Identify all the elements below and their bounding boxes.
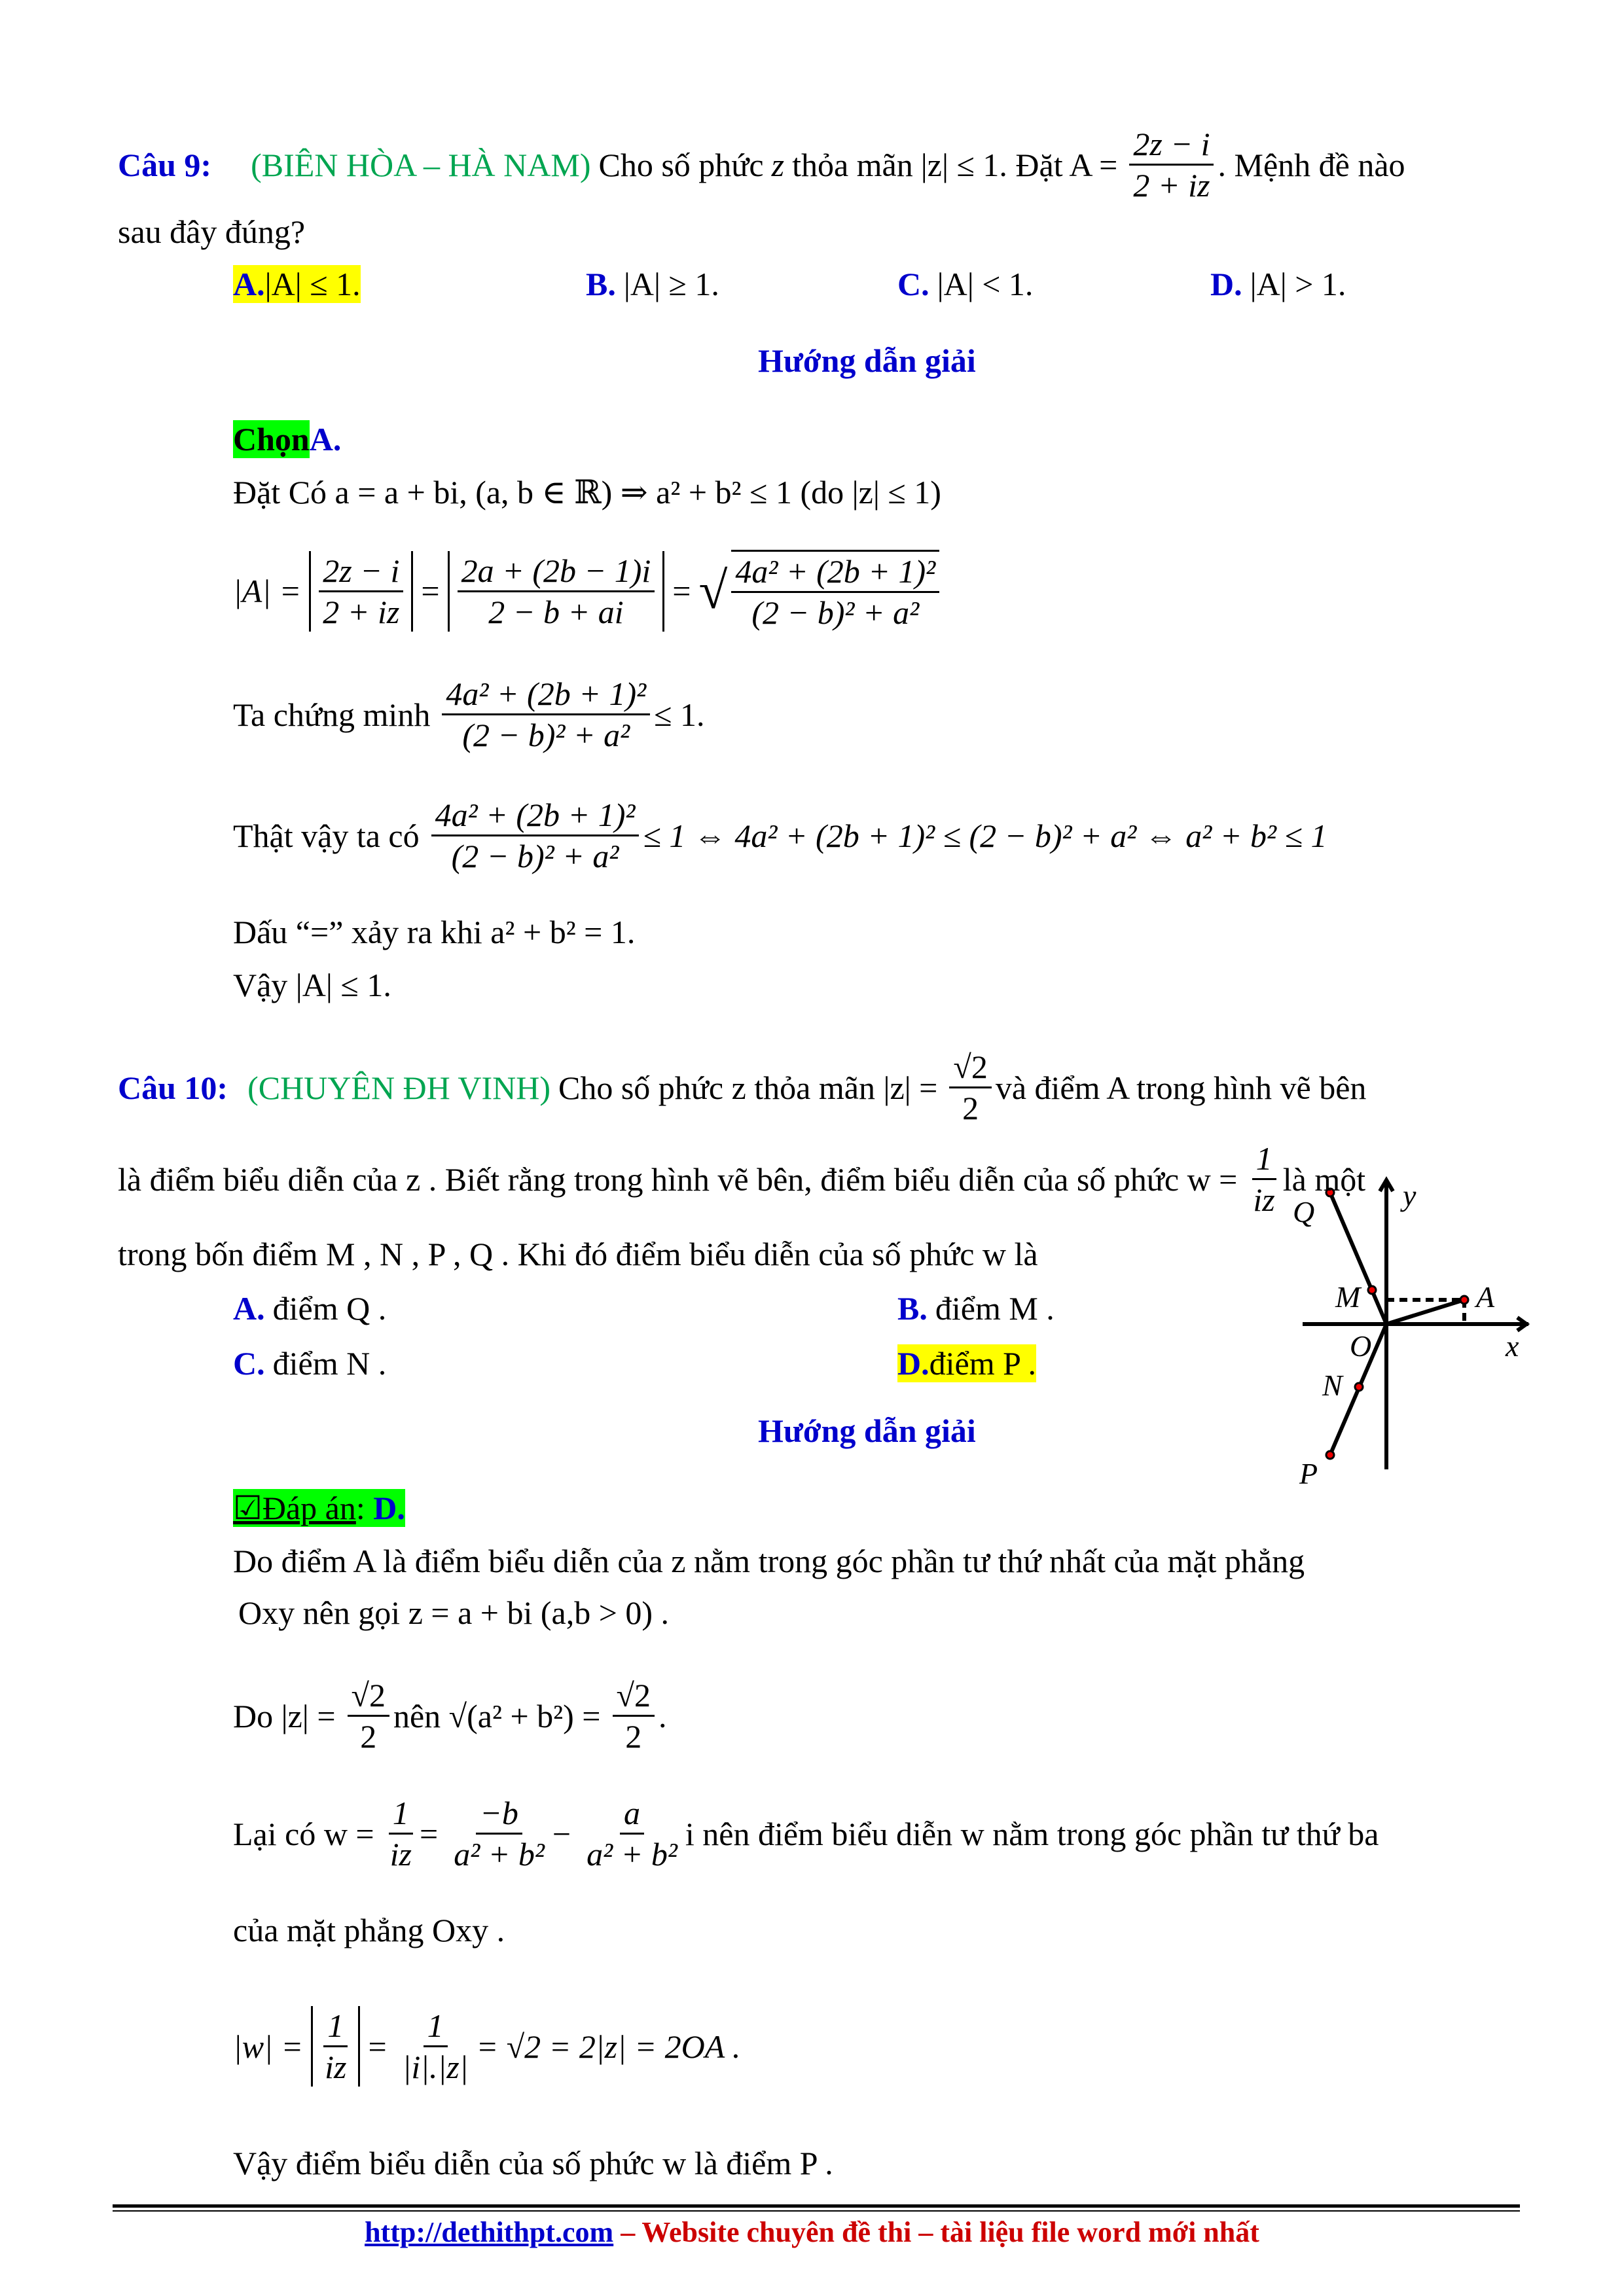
denominator: 2	[962, 1090, 979, 1126]
point-m	[1368, 1286, 1376, 1294]
text: |w| =	[233, 2028, 304, 2065]
text: .	[658, 1697, 667, 1734]
denominator: 2	[625, 1718, 642, 1755]
text: nên √(a² + b²) =	[393, 1697, 601, 1734]
denominator: iz	[1253, 1181, 1275, 1218]
option-key: B.	[897, 1290, 928, 1327]
numerator: 1	[1252, 1139, 1276, 1180]
expr: |A| =	[233, 573, 302, 609]
denominator: 2 + iz	[323, 593, 400, 630]
q10-step2: Oxy nên gọi z = a + bi (a,b > 0) .	[238, 1594, 670, 1631]
option-value: |A| < 1.	[937, 266, 1034, 302]
point-n	[1355, 1383, 1363, 1391]
q9-text1: Cho số phức	[598, 146, 764, 183]
label-n: N	[1322, 1369, 1343, 1402]
answer-label: ☑Đáp án	[233, 1490, 356, 1526]
option-value: |A| ≥ 1.	[623, 266, 719, 302]
q9-stem-line1	[118, 124, 1413, 205]
text: ≤ 1 ⇔ 4a² + (2b + 1)² ≤ (2 − b)² + a² ⇔ a² + b² ≤ 1	[643, 817, 1327, 854]
q9-step2: |A| = $\frac{2z - i}{2 + iz}$ = $\frac{2a + (2b - 1)i}{2 - b + ai}$ = √ $\frac{\text{4a² + (2b + 1)²}}{\text{(2 − b)² + a²}}$	[233, 550, 943, 632]
numerator: 1	[323, 2006, 348, 2047]
denominator: a² + b²	[454, 1836, 545, 1873]
text: Cho số phức z thỏa mãn |z| =	[558, 1069, 938, 1106]
q9-option-d[interactable]	[1210, 265, 1354, 303]
text: là một	[1282, 1160, 1366, 1198]
denominator: iz	[325, 2049, 347, 2085]
equals: =	[368, 2028, 387, 2065]
point-p	[1326, 1451, 1334, 1459]
text: Thật vậy ta có	[233, 817, 420, 854]
denominator: 2 + iz	[1133, 167, 1210, 204]
footer-link[interactable]: http://dethithpt.com	[365, 2216, 614, 2248]
text: Lại có w =	[233, 1815, 374, 1852]
q10-option-d[interactable]	[897, 1344, 1044, 1382]
q9-label: Câu 9:	[118, 146, 212, 183]
equals: =	[672, 573, 691, 609]
footer-divider	[113, 2204, 1520, 2212]
q9-text4: sau đây đúng?	[118, 213, 306, 250]
denominator: (2 − b)² + a²	[451, 838, 619, 874]
numerator: −b	[476, 1793, 522, 1835]
numerator: a	[620, 1793, 644, 1835]
q9-choice	[233, 420, 349, 458]
q10-source: (CHUYÊN ĐH VINH)	[247, 1069, 550, 1106]
label-m: M	[1335, 1280, 1361, 1314]
q9-fraction	[1129, 124, 1214, 205]
option-value: |A| > 1.	[1250, 266, 1346, 302]
choice-label: Chọn	[233, 421, 310, 457]
label-a: A	[1476, 1280, 1495, 1314]
q9-guide-heading: Hướng dẫn giải	[758, 342, 976, 379]
q10-stem-line2	[118, 1139, 1373, 1219]
q10-stem-line1	[118, 1047, 1374, 1128]
text: ≤ 1.	[654, 696, 705, 733]
option-key: B.	[586, 266, 616, 302]
option-key: D.	[897, 1345, 929, 1382]
label-x: x	[1506, 1329, 1519, 1363]
q9-option-c[interactable]	[897, 265, 1041, 303]
q9-step5: Dấu “=” xảy ra khi a² + b² = 1.	[233, 914, 636, 950]
footer	[0, 2215, 1624, 2249]
q10-step1: Do điểm A là điểm biểu diễn của z nằm trong góc phần tư thứ nhất của mặt phẳng	[233, 1543, 1305, 1579]
q9-step1: Đặt Có a = a + bi, (a, b ∈ ℝ) ⇒ a² + b² ≤ 1 (do |z| ≤ 1)	[233, 474, 941, 511]
option-key: A.	[233, 1290, 265, 1327]
q9-condition: |z| ≤ 1. Đặt A =	[920, 146, 1118, 183]
denominator: iz	[389, 1836, 412, 1873]
q10-guide-heading: Hướng dẫn giải	[758, 1412, 976, 1449]
option-key: A.	[233, 266, 265, 302]
q10-option-c[interactable]	[233, 1344, 394, 1382]
equals: =	[419, 1815, 439, 1852]
q10-step6	[233, 2006, 748, 2087]
segment-o-a	[1386, 1300, 1464, 1324]
numerator: 2z − i	[319, 551, 403, 592]
numerator: 2z − i	[1129, 124, 1214, 166]
equals: =	[421, 573, 440, 609]
q9-text2: thỏa mãn	[792, 146, 913, 183]
label-p: P	[1299, 1457, 1318, 1490]
q9-z: z	[771, 146, 785, 183]
text: và điểm A trong hình vẽ bên	[995, 1069, 1367, 1106]
text: là điểm biểu diễn của z . Biết rằng trong hình vẽ bên, điểm biểu diễn của số phức w =	[118, 1160, 1238, 1198]
q10-label: Câu 10:	[118, 1069, 228, 1106]
numerator: 1	[389, 1793, 413, 1835]
q9-text3: . Mệnh đề nào	[1218, 146, 1405, 183]
q10-step5: của mặt phẳng Oxy .	[233, 1912, 505, 1948]
option-key: D.	[1210, 266, 1242, 302]
denominator: a² + b²	[586, 1836, 677, 1873]
text: Do |z| =	[233, 1697, 336, 1734]
denominator: (2 − b)² + a²	[462, 717, 630, 753]
option-value: điểm N .	[272, 1345, 387, 1382]
q10-step4	[233, 1793, 1386, 1874]
q9-step4	[233, 795, 1335, 876]
label-q: Q	[1293, 1195, 1315, 1229]
option-value: điểm P .	[929, 1345, 1037, 1382]
q10-step3	[233, 1676, 674, 1756]
minus: −	[552, 1815, 571, 1852]
numerator: 1	[424, 2006, 448, 2047]
text: = √2 = 2|z| = 2OA .	[476, 2028, 741, 2065]
option-key: C.	[897, 266, 929, 302]
answer-key: D.	[373, 1490, 405, 1526]
numerator: 2a + (2b − 1)i	[458, 551, 655, 592]
denominator: 2	[360, 1718, 377, 1755]
q10-option-b[interactable]	[897, 1289, 1062, 1327]
footer-text: – Website chuyên đề thi – tài liệu file word mới nhất	[613, 2216, 1259, 2248]
q9-step3	[233, 674, 713, 755]
denominator: (2 − b)² + a²	[751, 594, 920, 631]
option-value: điểm Q .	[272, 1290, 387, 1327]
q9-option-b[interactable]	[586, 265, 727, 303]
option-value: điểm M .	[935, 1290, 1055, 1327]
q9-source: (BIÊN HÒA – HÀ NAM)	[251, 146, 591, 183]
denominator: 2 − b + ai	[488, 593, 624, 630]
q10-stem-line3: trong bốn điểm M , N , P , Q . Khi đó điểm biểu diễn của số phức w là	[118, 1236, 1038, 1272]
q9-step6: Vậy |A| ≤ 1.	[233, 967, 391, 1003]
numerator: √2	[348, 1676, 389, 1717]
numerator: √2	[613, 1676, 655, 1717]
choice-key: A.	[309, 421, 342, 457]
numerator: 4a² + (2b + 1)²	[731, 552, 939, 593]
text: Ta chứng minh	[233, 696, 431, 733]
q9-option-a[interactable]	[233, 265, 369, 303]
text: i nên điểm biểu diễn w nằm trong góc phần tư thứ ba	[685, 1815, 1379, 1852]
label-o: O	[1350, 1329, 1372, 1363]
point-a	[1460, 1296, 1468, 1304]
option-value: |A| ≤ 1.	[264, 266, 361, 302]
denominator: |i|.|z|	[402, 2049, 469, 2085]
q10-step7: Vậy điểm biểu diễn của số phức w là điểm P .	[233, 2145, 833, 2181]
label-y: y	[1403, 1179, 1416, 1212]
q10-option-a[interactable]	[233, 1289, 394, 1327]
q10-answer: ☑Đáp án: D.	[233, 1490, 405, 1526]
numerator: 4a² + (2b + 1)²	[442, 674, 650, 715]
numerator: 4a² + (2b + 1)²	[431, 795, 640, 836]
numerator: √2	[949, 1047, 991, 1088]
option-key: C.	[233, 1345, 265, 1382]
